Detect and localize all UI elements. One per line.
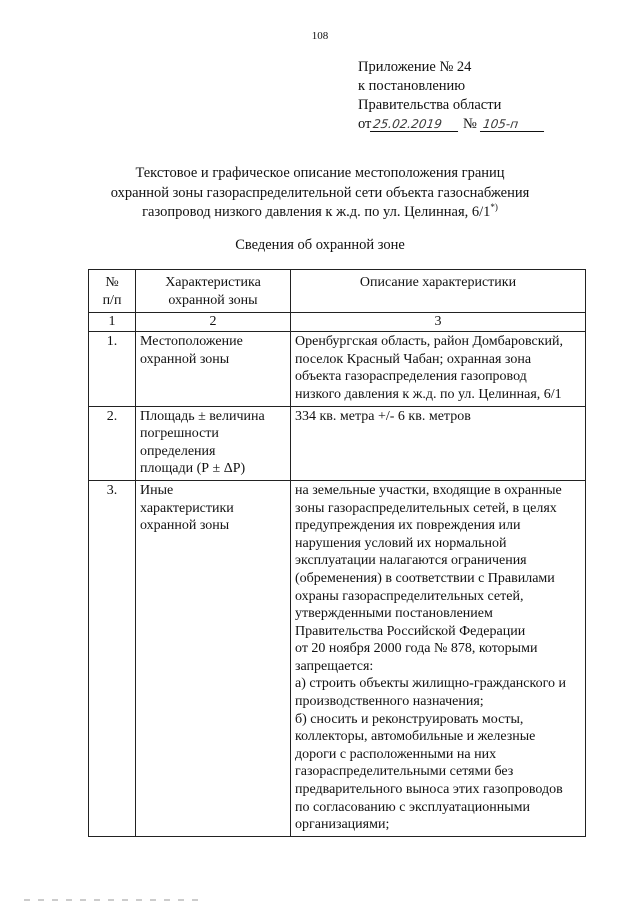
zone-info-table: [88, 269, 586, 837]
cell-line: Площадь ± величина: [140, 408, 265, 424]
header-num: [89, 270, 136, 313]
appendix-government-line: Правительства области: [358, 97, 502, 113]
row-number: 3.: [89, 480, 136, 836]
row-description: [291, 480, 586, 836]
table-index-row: [89, 313, 586, 332]
cell-line: запрещается:: [295, 658, 374, 674]
header-description-line: Описание характеристики: [359, 275, 517, 290]
cell-line: поселок Красный Чабан; охранная зона: [295, 351, 532, 367]
cell-line: 334 кв. метра +/- 6 кв. метров: [295, 408, 471, 424]
header-description: [291, 270, 586, 313]
cell-line: а) строить объекты жилищно-гражданского и: [295, 676, 566, 692]
row-description: [291, 332, 586, 406]
handwritten-date: 25.02.2019: [370, 117, 460, 132]
cell-line: Иные: [140, 482, 174, 498]
header-characteristic-line: охранной зоны: [168, 292, 258, 308]
cell-line: б) сносить и реконструировать мосты,: [295, 711, 524, 727]
cell-line: организациями;: [295, 817, 390, 833]
title-line-2: охранной зоны газораспределительной сети объекта газоснабжения: [110, 184, 530, 201]
cell-line: по согласованию с эксплуатационными: [295, 799, 530, 815]
cell-line: газораспределительными сетями без: [295, 764, 514, 780]
row-number: 1.: [89, 332, 136, 406]
cell-line: дороги с расположенными на них: [295, 746, 497, 762]
from-prefix: от: [358, 116, 372, 132]
table-row: [89, 332, 586, 406]
cell-line: характеристики: [140, 500, 234, 516]
cell-line: (обременения) в соответствии с Правилами: [295, 570, 555, 586]
cell-line: предварительного выноса этих газопроводов: [295, 782, 563, 798]
index-cell: 1: [89, 313, 136, 332]
cell-line: коллекторы, автомобильные и железные: [295, 729, 536, 745]
cell-line: охранной зоны: [140, 518, 230, 534]
row-number: 2.: [89, 406, 136, 480]
index-cell: 2: [136, 313, 291, 332]
table-row: [89, 480, 586, 836]
cell-line: предупреждения их повреждения или: [295, 518, 521, 534]
header-characteristic-line: Характеристика: [165, 275, 261, 290]
index-cell: 3: [291, 313, 586, 332]
scan-artifact-line: [24, 899, 204, 901]
cell-line: на земельные участки, входящие в охранные: [295, 482, 562, 498]
cell-line: охранной зоны: [140, 351, 230, 367]
cell-line: утвержденными постановлением: [295, 606, 493, 622]
cell-line: производственного назначения;: [295, 694, 484, 710]
cell-line: зоны газораспределительных сетей, в целях: [295, 500, 557, 516]
table-row: [89, 406, 586, 480]
cell-line: площади (Р ± ΔР): [140, 461, 246, 477]
row-characteristic: [136, 332, 291, 406]
cell-line: охраны газораспределительных сетей,: [295, 588, 524, 604]
cell-line: нарушения условий их нормальной: [295, 535, 507, 551]
handwritten-number: 105-п: [479, 117, 545, 132]
row-characteristic: [136, 480, 291, 836]
section-subtitle: Сведения об охранной зоне: [235, 237, 405, 253]
title-line-3-text: газопровод низкого давления к ж.д. по ул. Целинная, 6/1: [142, 204, 491, 220]
row-characteristic: [136, 406, 291, 480]
footnote-mark: *): [490, 202, 498, 213]
cell-line: Местоположение: [140, 334, 243, 350]
header-characteristic: [136, 270, 291, 313]
row-description: [291, 406, 586, 480]
cell-line: определения: [140, 443, 216, 459]
cell-line: эксплуатации налагаются ограничения: [295, 553, 527, 569]
cell-line: Оренбургская область, район Домбаровский,: [295, 334, 564, 350]
appendix-title: Приложение № 24: [358, 59, 472, 75]
page-number: 108: [311, 30, 329, 42]
appendix-resolution-line: к постановлению: [358, 78, 466, 94]
table-header-row: [89, 270, 586, 313]
cell-line: низкого давления к ж.д. по ул. Целинная, 6/1: [295, 386, 562, 402]
cell-line: Правительства Российской Федерации: [295, 623, 526, 639]
title-line-3: [60, 203, 580, 223]
cell-line: погрешности: [140, 426, 219, 442]
header-num-line: п/п: [102, 292, 122, 308]
appendix-block: [358, 58, 545, 134]
title-line-1: Текстовое и графическое описание местоположения границ: [135, 165, 505, 181]
header-num-line: №: [105, 275, 119, 290]
number-sign: №: [463, 116, 477, 132]
appendix-date-number-line: [358, 115, 545, 134]
cell-line: объекта газораспределения газопровод: [295, 369, 527, 385]
document-title: [60, 164, 580, 223]
cell-line: от 20 ноября 2000 года № 878, которыми: [295, 641, 538, 657]
